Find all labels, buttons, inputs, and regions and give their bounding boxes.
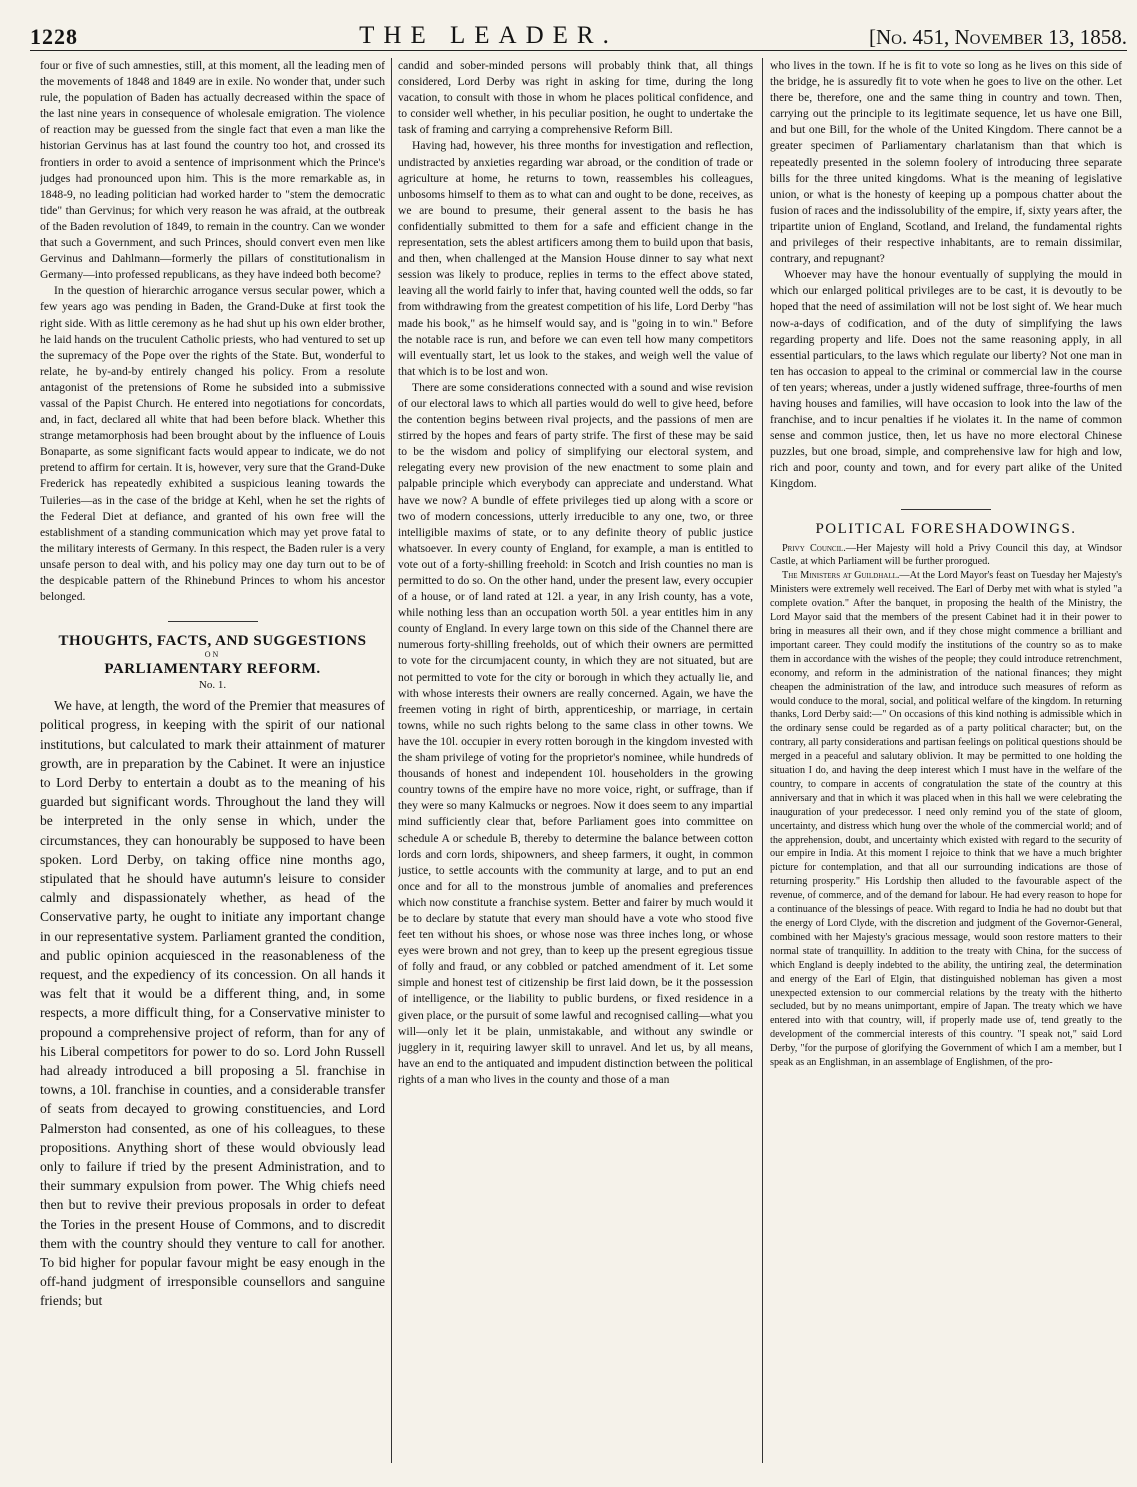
section-subtitle: PARLIAMENTARY REFORM. [104,661,321,678]
page-header [30,10,1127,51]
paragraph: who lives in the town. If he is fit to vote so long as he lives on this side of the bridge, he is assuredly fit to vote when he goes to live on the other. Let there be, therefore, one and the same thing in country and town. Then, carrying out the principle to its legitimate sequence, let us have one Bill, and but one Bill, for the whole of the United Kingdom. There cannot be a greater specimen of Parliamentary charlatanism than that which is repeatedly presented in the solemn foolery of introducing three separate bills for the three united kingdoms. What is the meaning of legislative union, or what is the honesty of keeping up a pompous chatter about the fusion of races and the indissolubility of the empire, if, sixty years after, the tripartite union of England, Scotland, and Ireland, the fundamental rights and privileges of their respective inhabitants, are to remain dissimilar, contrary, and repugnant? [770,59,1122,266]
news-items [770,542,1122,1070]
paragraph: We have, at length, the word of the Premier that measures of political progress, in keeping with the spirit of our national institutions, but calculated to mark their attainment of maturer growth, are in preparation by the Cabinet. It were an injustice to Lord Derby to entertain a doubt as to the meaning of his guarded but significant words. Throughout the land they will be interpreted in the only sense in which, under the circumstances, they can honourably be supposed to have been spoken. Lord Derby, on taking office nine months ago, stipulated that he should have autumn's leisure to consider calmly and dispassionately whether, as head of the Conservative party, he ought to initiate any important change in our representative system. Parliament granted the condition, and public opinion acquiesced in the reasonableness of the request, and the expediency of its concession. On all hands it was felt that it would be a different thing, and, in some respects, a more difficult thing, for a Conservative minister to propound a comprehensive project of reform, than for any of his Liberal competitors for power to do so. Lord John Russell had already introduced a bill proposing a 5l. franchise in towns, a 10l. franchise in counties, and a considerable transfer of seats from decayed to growing constituencies, and Lord Palmerston had consented, as one of his colleagues, to these propositions. Anything short of these would obviously lead only to failure if tried by the present Administration, and to their summary expulsion from power. The Whig chiefs need then but to revive their previous proposals in order to defeat the Tories in the present House of Commons, and to discredit them with the country should they venture to call for another. To bid higher for popular favour might be easy enough in the off-hand judgment of irresponsible counsellors and sanguine friends; but [40,698,385,1309]
item-lead: The Ministers at Guildhall. [782,570,900,582]
page-number: 1228 [30,24,78,49]
news-item [770,569,1122,1070]
item-text: —Her Majesty will hold a Privy Council this day, at Windsor Castle, at which Parliament will be further prorogued. [770,542,1122,568]
paragraph: In the question of hierarchic arrogance versus secular power, which a few years ago was pending in Baden, the Grand-Duke at first took the right side. With as little ceremony as he had shut up his own elder brother, he laid hands on the truculent Catholic priests, who had ventured to set up the supremacy of the Pope over the rights of the State. But, wonderful to relate, he by-and-by entirely changed his policy. From a resolute antagonist of the pretensions of Rome he subsided into a submissive vassal of the Papist Church. He entered into negotiations for concordats, and, in fact, declared all white that had been before black. Whether this strange metamorphosis had been brought about by the influence of Louis Bonaparte, as some significant facts would appear to indicate, we do not pretend to affirm for certain. It is, however, very sure that the Grand-Duke Frederick has repeatedly exhibited a suspicious leaning towards the Tuileries—as in the case of the bridge at Kehl, when he set the rights of the Federal Diet at defiance, and granted of his own free will the establishment of a standing communication which may yet prove fatal to the military interests of Germany. In this respect, the Baden ruler is a very unsafe person to deal with, and his policy may one day turn out to be of the despicable pattern of the Rhinebund Princes to whom his ancestor belonged. [40,284,385,604]
section-divider [168,621,258,622]
section-title: THOUGHTS, FACTS, AND SUGGESTIONS [58,633,367,650]
section-title: POLITICAL FORESHADOWINGS. [815,520,1077,537]
column-1 [40,58,385,1463]
column-3 [770,58,1122,1463]
item-text: —At the Lord Mayor's feast on Tuesday her Majesty's Ministers were extremely well received. The Earl of Derby met with what is styled "a complete ovation." After the banquet, in proposing the health of the Ministry, the Lord Mayor said that the members of the present Cabinet had it in their power to bring in measures all their own, and if they chose might commence a brilliant and important career. They could modify the institutions of the country so as to make them in accordance with the wishes of the people; they could introduce retrenchment, economy, and reform in the administration of the national finances; they might cheapen the administration of the law, and introduce such measures of reform as would conduce to the moral, social, and political welfare of the kingdom. In returning thanks, Lord Derby said:—" On occasions of this kind nothing is admissible which in the ordinary sense could be regarded as of a party political character; but, on the contrary, all party considerations and partisan feelings on political questions should be merged in a peaceful and salutary oblivion. It may be permitted to one holding the situation I do, and having the deep interest which I must have in the welfare of the country, to compare in accents of congratulation the state of the country at this anniversary and that in which it was placed when in this hall we were celebrating the inauguration of your predecessor. I need only remind you of the state of gloom, uncertainty, and distress which hung over the whole of the commercial world; and of the apprehension, doubt, and uncertainty which existed with regard to the security of our empire in India. At this moment I rejoice to think that we have a much brighter picture for contemplation, and that all our surrounding indications are those of returning prosperity." His Lordship then alluded to the favourable aspect of the revenue, of commerce, and of the demand for labour. He had every reason to hope for a continuance of the blessings of peace. With regard to India he had no doubt but that the energy of Lord Clyde, with the discretion and judgment of the Governor-General, combined with her Majesty's gracious message, would soon restore matters to their normal state of tranquillity. In addition to the treaty with China, for the success of which England is deeply indebted to the ability, the untiring zeal, the determination and energy of the Earl of Elgin, that distinguished nobleman has given a most unexpected extension to our commercial relations by the treaty with the hitherto secluded, but by no means unimportant, empire of Japan. The treaty which we have entered into with that country, will, if properly made use of, tend greatly to the development of the commercial interests of this country. "I speak not," said Lord Derby, "for the purpose of glorifying the Government of which I am a member, but I speak as an Englishman, in an assemblage of Englishmen, of the pro- [770,570,1122,1069]
section-number: No. 1. [198,679,227,692]
newspaper-page [10,10,1127,1467]
column-2 [398,58,753,1463]
paragraph: Whoever may have the honour eventually of supplying the mould in which our enlarged political privileges are to be cast, it is devoutly to be hoped that the need of assimilation will not be lost sight of. We hear much now-a-days of codification, and of the duty of simplifying the laws regarding property and life. Does not the same reasoning apply, in all essential particulars, to the laws which regulate our liberty? Not one man in ten has occasion to appeal to the criminal or commercial law in the course of ten years; whereas, under a justly widened suffrage, three-fourths of men having houses and families, will have occasion to look into the law of the franchise, and to incur penalties if he violates it. In the name of common sense and common justice, then, let us have no more electoral Chinese puzzles, but one broad, simple, and comprehensive law for high and low, rich and poor, county and town, and for every part alike of the United Kingdom. [770,268,1122,491]
paragraph: There are some considerations connected with a sound and wise revision of our electoral laws to which all parties would do well to give heed, before the contention begins between rival projects, and the passions of men are stirred by the hopes and fears of party strife. The first of these may be said to be the wisdom and policy of simplifying our electoral system, and relegating every new provision of the new enactment to some plain and palpable principle which everybody can appreciate and understand. What have we now? A bundle of effete privileges tied up along with a score or two of modern concessions, utterly irreducible to any one, two, or three intelligible maxims of state, or to any definite theory of public justice whatsoever. In every county of England, for example, a man is entitled to vote out of a forty-shilling freehold: in Scotch and Irish counties no man is permitted to do so. On the other hand, under the present law, every occupier of a house, or of land rated at 12l. a year, in any Irish county, has a vote, while nothing less than an occupation worth 50l. a year entitles him in any county of England. In every large town on this side of the Channel there are numerous forty-shilling freeholds, out of which their owners are permitted to vote for the circumjacent county, in which they are not situated, but are not permitted to vote for the city or borough in which they actually lie, and with whose interests their owners are really concerned. Again, we have the freemen voting in right of birth, apprenticeship, or marriage, in certain towns, while no such rights belong to the same class in other towns. We have the 10l. occupier in every rotten borough in the kingdom invested with the sham privilege of voting for the proprietor's nominee, while hundreds of thousands of honest and independent 10l. householders in the growing country towns of the empire have no more voice, right, or suffrage, than if they were so many Kalmucks or negroes. Now it does seem to any impartial mind sufficiently clear that, before Parliament goes into committee on schedule A or schedule B, thereby to determine the balance between cotton lords and corn lords, shipowners, and sheep farmers, it ought, in common justice, to settle accounts with the community at large, and to put an end once and for all to the monstrous jumble of anomalies and preferences which now constitute a franchise system. Better and fairer by much would it be to declare by statute that every man should have a vote who stood five feet ten without his shoes, or whose nose was three inches long, or whose eyes were brown and not grey, than to keep up the present egregious tissue of folly and fraud, or any cobbled or patched amendment of it. Let some simple and honest test of citizenship be first laid down, be it the possession of intelligence, or the liability to public burdens, or fixed residence in a given place, or the pursuit of some lawful and recognised calling—what you will—only let it be plain, unmistakable, and without any swindle or jugglery in it, requiring lawyer skill to unravel. And let us, by all means, have an end to the antiquated and impudent distinction between the political rights of a man who lives in the county and those of a man [398,380,753,1086]
paragraph: candid and sober-minded persons will probably think that, all things considered, Lord Derby was right in asking for time, during the long vacation, to consult with those in whom he places political confidence, and to consider well whether, in his peculiar position, he ought to undertake the task of framing and carrying a comprehensive Reform Bill. [398,59,753,137]
issue-info: [No. 451, November 13, 1858. [869,25,1127,49]
paragraph: four or five of such amnesties, still, at this moment, all the leading men of the movements of 1848 and 1849 are in exile. No wonder that, under such rule, the population of Baden has actually decreased within the space of the last nine years in consequence of wholesale emigration. The violence of reaction may be guessed from the single fact that even a man like the historian Gervinus has at last found the country too hot, and crossed its frontiers in order to avoid a sentence of imprisonment which the Prince's judges had pronounced upon him. This is the more remarkable as, in 1848-9, no leading politician had worked harder to "stem the democratic tide" than Gervinus; for which very reason he was afraid, at the outbreak of the Baden revolution of 1849, to remain in the country. Can we wonder that such a Government, and such Princes, should convert even men like Gervinus and Dahlmann—formerly the pillars of constitutionalism in Germany—into professed republicans, as they have indeed both become? [40,59,385,282]
column-rule [391,58,392,1463]
news-item [770,542,1122,570]
section-on: ON [204,650,221,660]
newspaper-title: THE LEADER. [359,22,618,49]
paragraph: Having had, however, his three months for investigation and reflection, undistracted by anxieties regarding war abroad, or the condition of trade or agriculture at home, he returns to town, reassembles his colleagues, unbosoms himself to them as to what can and ought to be done, receives, as we are bound to presume, their general assent to the basis he has confidentially submitted to them for a safe and efficient change in the representation, sets the ablest artificers among them to build upon that basis, and then, when challenged at the Mansion House dinner to say what next session was likely to produce, replies in terms to the effect above stated, leaving all the world fairly to infer that, having counted well the odds, so far from withdrawing from the greatest competition of his life, Lord Derby "has made his book," as he himself would say, and is "going in to win." Before the notable race is run, and before we can even tell how many competitors will eventually start, let us look to the stakes, and weigh well the value of that which is to be lost and won. [398,139,753,378]
column-rule [762,58,763,1463]
section-divider [901,509,991,510]
item-lead: Privy Council. [782,542,846,554]
